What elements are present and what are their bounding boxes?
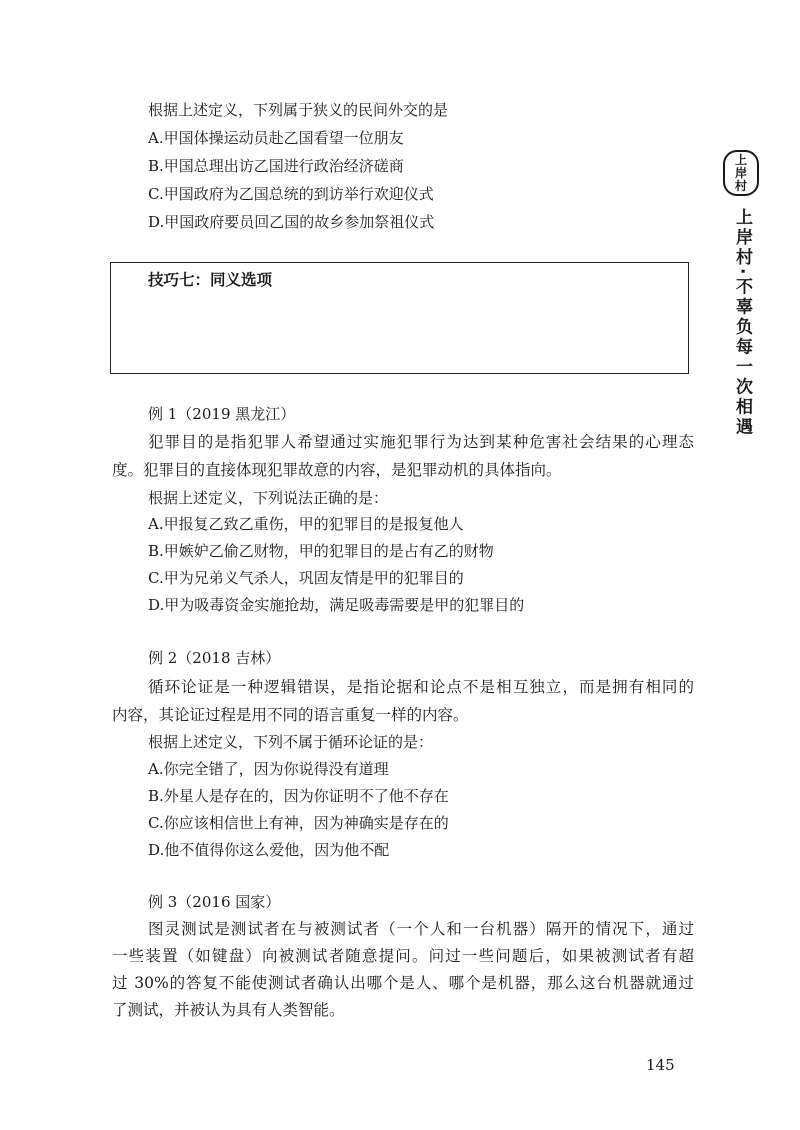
option-a: A.甲国体操运动员赴乙国看望一位朋友 <box>148 129 404 147</box>
option-c: C.甲国政府为乙国总统的到访举行欢迎仪式 <box>148 185 434 203</box>
option-a: A.你完全错了，因为你说得没有道理 <box>148 760 389 778</box>
question-stem: 根据上述定义，下列不属于循环论证的是： <box>148 733 434 751</box>
example-heading: 例 2（2018 吉林） <box>148 649 281 667</box>
option-d: D.他不值得你这么爱他，因为他不配 <box>148 841 390 859</box>
page-number: 145 <box>646 1056 675 1074</box>
question-stem: 根据上述定义，下列说法正确的是： <box>148 489 389 507</box>
definition-line: 图灵测试是测试者在与被测试者（一个人和一台机器）隔开的情况下，通过 <box>148 920 694 938</box>
brand-seal <box>723 150 759 196</box>
definition-line: 了测试，并被认为具有人类智能。 <box>112 1001 345 1019</box>
option-d: D.甲国政府要员回乙国的故乡参加祭祖仪式 <box>148 213 435 231</box>
question-stem: 根据上述定义，下列属于狭义的民间外交的是 <box>148 101 449 119</box>
definition-line: 过 30%的答复不能使测试者确认出哪个是人、哪个是机器，那么这台机器就通过 <box>112 974 694 992</box>
brand-slogan: 上岸村·不辜负每一次相遇 <box>732 208 752 438</box>
option-d: D.甲为吸毒资金实施抢劫，满足吸毒需要是甲的犯罪目的 <box>148 596 525 614</box>
seal-text: 上岸村 <box>734 152 747 193</box>
option-c: C.你应该相信世上有神，因为神确实是存在的 <box>148 814 449 832</box>
definition-line: 一些装置（如键盘）向被测试者随意提问。问过一些问题后，如果被测试者有超 <box>112 947 694 965</box>
technique-box <box>110 262 689 374</box>
example-heading: 例 3（2016 国家） <box>148 893 281 911</box>
definition-line: 度。犯罪目的直接体现犯罪故意的内容，是犯罪动机的具体指向。 <box>112 461 562 479</box>
definition-line: 犯罪目的是指犯罪人希望通过实施犯罪行为达到某种危害社会结果的心理态 <box>148 433 694 451</box>
option-b: B.甲嫉妒乙偷乙财物，甲的犯罪目的是占有乙的财物 <box>148 542 494 560</box>
technique-title: 技巧七：同义选项 <box>148 271 273 289</box>
option-c: C.甲为兄弟义气杀人，巩固友情是甲的犯罪目的 <box>148 569 464 587</box>
definition-line: 内容，其论证过程是用不同的语言重复一样的内容。 <box>112 706 469 724</box>
definition-line: 循环论证是一种逻辑错误，是指论据和论点不是相互独立，而是拥有相同的 <box>148 678 694 696</box>
option-b: B.甲国总理出访乙国进行政治经济磋商 <box>148 157 404 175</box>
option-a: A.甲报复乙致乙重伤，甲的犯罪目的是报复他人 <box>148 515 464 533</box>
option-b: B.外星人是存在的，因为你证明不了他不存在 <box>148 787 449 805</box>
example-heading: 例 1（2019 黑龙江） <box>148 405 296 423</box>
